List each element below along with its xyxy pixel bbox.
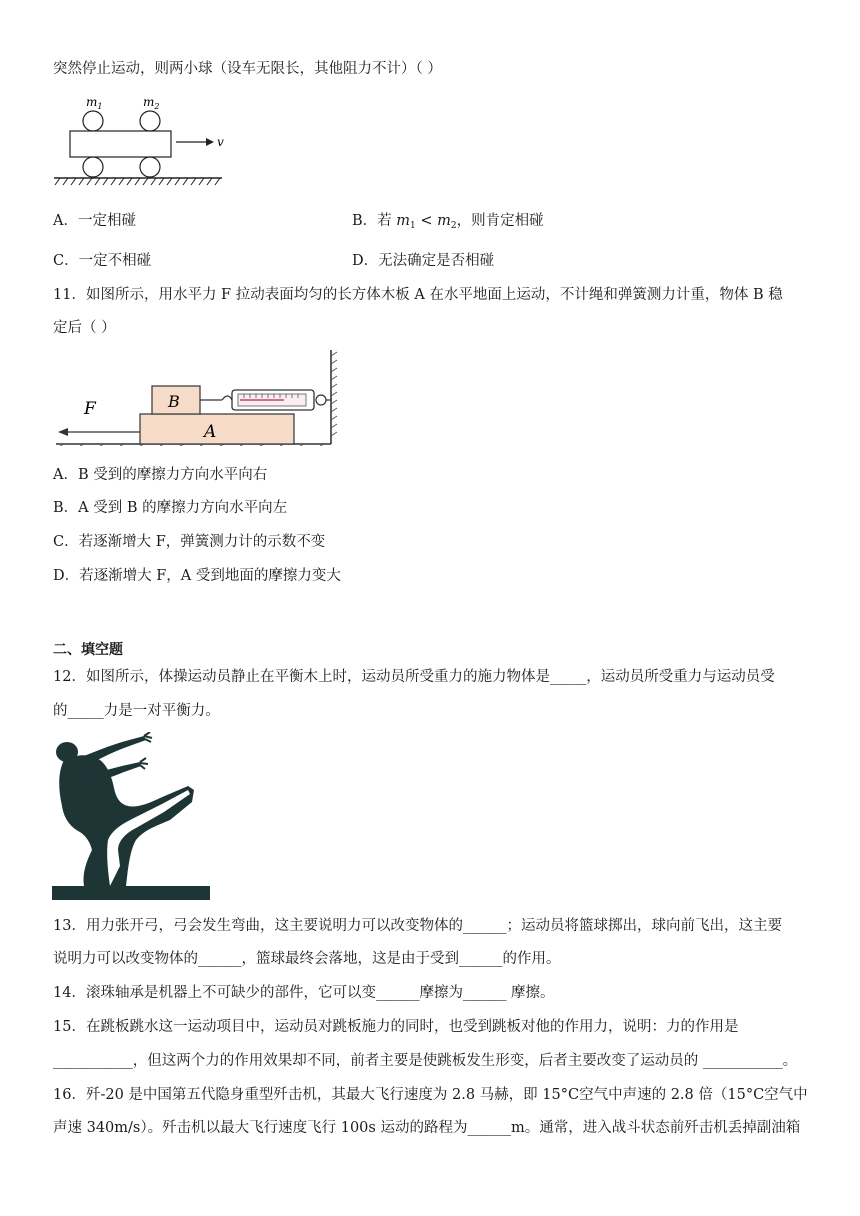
m2-label: $m_2$ bbox=[143, 95, 160, 111]
q11-option-a: A．B 受到的摩擦力方向水平向右 bbox=[53, 467, 268, 483]
block-b-label: B bbox=[168, 392, 180, 411]
m1-label: $m_1$ bbox=[86, 95, 103, 111]
gymnast-figure bbox=[52, 732, 214, 904]
ball-m1 bbox=[83, 111, 103, 131]
q14-stem: 14．滚珠轴承是机器上不可缺少的部件，它可以变______摩擦为______ 摩擦。 bbox=[53, 985, 555, 1001]
cart-figure bbox=[54, 92, 234, 188]
q13-stem-line2: 说明力可以改变物体的______，篮球最终会落地，这是由于受到______的作用。 bbox=[53, 951, 561, 967]
board-a bbox=[140, 414, 294, 444]
q16-stem-line2: 声速 340m/s）。歼击机以最大飞行速度飞行 100s 运动的路程为______m。通常，进入战斗状态前歼击机丢掉副油箱 bbox=[53, 1120, 801, 1136]
q11-option-d: D．若逐渐增大 F，A 受到地面的摩擦力变大 bbox=[53, 568, 341, 584]
cart-body bbox=[70, 131, 171, 157]
q15-stem-line2: ___________，但这两个力的作用效果却不同，前者主要是使跳板发生形变，后者主要改变了运动员的 ___________。 bbox=[53, 1053, 798, 1069]
cart-wheel-left bbox=[83, 157, 103, 177]
q10-stem: 突然停止运动，则两小球（设车无限长，其他阻力不计）（ ） bbox=[53, 61, 442, 77]
scale-hook bbox=[222, 396, 232, 400]
balance-beam bbox=[52, 886, 210, 900]
spring-scale-ring bbox=[316, 395, 326, 405]
force-f-label: F bbox=[84, 399, 96, 419]
q10-option-b: B．若 $m_1 < m_2$，则肯定相碰 bbox=[352, 213, 544, 231]
q10-option-a: A．一定相碰 bbox=[53, 213, 136, 229]
q12-stem-line1: 12．如图所示，体操运动员静止在平衡木上时，运动员所受重力的施力物体是_____，运动员所受重力与运动员受 bbox=[53, 669, 775, 685]
ball-m2 bbox=[140, 111, 160, 131]
q11-option-b: B．A 受到 B 的摩擦力方向水平向左 bbox=[53, 500, 288, 516]
q11-stem-line1: 11．如图所示，用水平力 F 拉动表面均匀的长方体木板 A 在水平地面上运动，不计绳和弹簧测力计重，物体 B 稳 bbox=[53, 287, 783, 303]
q13-stem-line1: 13．用力张开弓，弓会发生弯曲，这主要说明力可以改变物体的______；运动员将篮球掷出，球向前飞出，这主要 bbox=[53, 918, 782, 934]
force-f-arrowhead bbox=[58, 428, 68, 436]
q10-option-d: D．无法确定是否相碰 bbox=[352, 253, 495, 269]
board-figure bbox=[54, 348, 339, 446]
velocity-label: v bbox=[217, 135, 224, 149]
q12-stem-line2: 的_____力是一对平衡力。 bbox=[53, 703, 220, 719]
wall-hatch bbox=[331, 352, 337, 436]
gymnast-silhouette bbox=[56, 732, 194, 886]
q15-stem-line1: 15．在跳板跳水这一运动项目中，运动员对跳板施力的同时，也受到跳板对他的作用力，说明：力的作用是 bbox=[53, 1019, 739, 1035]
q11-stem-line2: 定后（ ） bbox=[53, 320, 116, 336]
q10-option-c: C．一定不相碰 bbox=[53, 253, 152, 269]
board-a-label: A bbox=[204, 422, 217, 442]
q16-stem-line1: 16．歼-20 是中国第五代隐身重型歼击机，其最大飞行速度为 2.8 马赫，即 15°C空气中声速的 2.8 倍（15°C空气中 bbox=[53, 1087, 808, 1103]
q11-option-c: C．若逐渐增大 F，弹簧测力计的示数不变 bbox=[53, 534, 326, 550]
ground-hatch bbox=[55, 178, 220, 185]
velocity-arrowhead bbox=[206, 138, 214, 146]
cart-wheel-right bbox=[140, 157, 160, 177]
section-title: 二、填空题 bbox=[53, 642, 123, 658]
